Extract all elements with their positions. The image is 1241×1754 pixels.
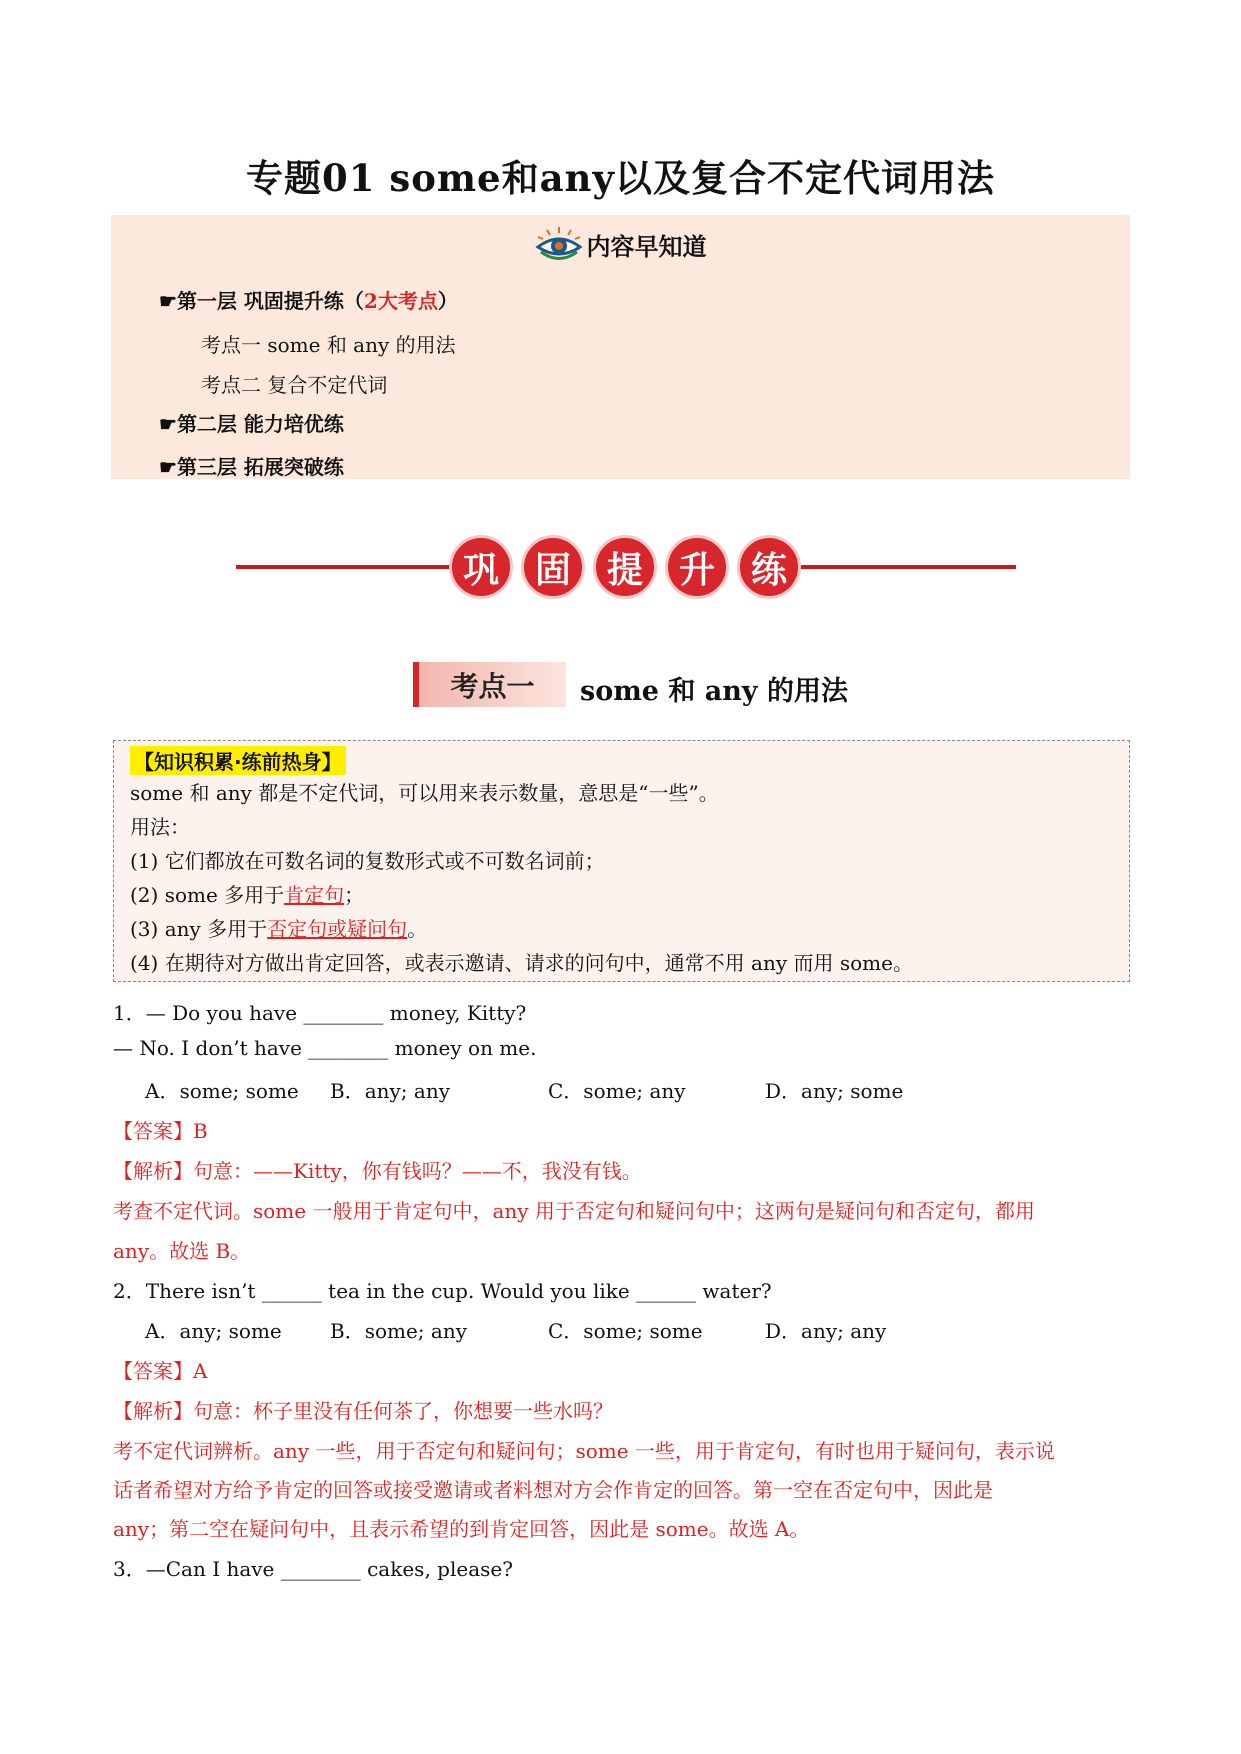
- toc-layer-1-text: 第一层 巩固提升练（: [176, 289, 364, 313]
- toc-layer-3: [159, 451, 344, 480]
- knowledge-line: (4) 在期待对方做出肯定回答，或表示邀请、请求的问句中，通常不用 any 而用 some。: [130, 951, 913, 975]
- contents-heading-text: 内容早知道: [586, 231, 707, 261]
- toc-point-1: 考点一 some 和 any 的用法: [201, 333, 456, 357]
- option-c: C．some; some: [548, 1319, 703, 1343]
- option-d: D．any; some: [765, 1079, 904, 1103]
- toc-layer-3-text: 第三层 拓展突破练: [176, 455, 344, 479]
- banner-char: 提: [593, 535, 657, 599]
- section-tag: 考点一: [413, 662, 566, 707]
- toc-layer-1-end: ）: [437, 289, 458, 313]
- pointing-hand-icon: ☛: [159, 455, 177, 479]
- question-2-line: 2．There isn’t ______ tea in the cup. Would you like ______ water?: [113, 1279, 772, 1303]
- section-title: some 和 any 的用法: [580, 676, 848, 707]
- banner-char: 练: [737, 535, 801, 599]
- analysis: 【解析】句意：——Kitty，你有钱吗？——不，我没有钱。: [113, 1159, 642, 1183]
- banner-char: 固: [521, 535, 585, 599]
- toc-point-2: 考点二 复合不定代词: [201, 373, 388, 397]
- knowledge-label: 【知识积累·练前热身】: [130, 746, 346, 775]
- toc-layer-1-count: 2大考点: [363, 289, 438, 313]
- pointing-hand-icon: ☛: [159, 412, 177, 436]
- banner-line-left: [236, 565, 466, 569]
- toc-layer-2-text: 第二层 能力培优练: [176, 412, 344, 436]
- knowledge-line: 用法：: [130, 815, 190, 839]
- option-a: A．some; some: [145, 1079, 299, 1103]
- analysis: any；第二空在疑问句中，且表示希望的到肯定回答，因此是 some。故选 A。: [113, 1517, 810, 1541]
- knowledge-text: 。: [407, 917, 428, 941]
- pointing-hand-icon: ☛: [159, 289, 177, 313]
- knowledge-line: [130, 879, 364, 908]
- question-1-line: 1．— Do you have ________ money, Kitty?: [113, 1001, 527, 1025]
- question-3-line: 3．—Can I have ________ cakes, please?: [113, 1557, 513, 1581]
- page-title: 专题01 some和any以及复合不定代词用法: [246, 156, 995, 200]
- analysis: 【解析】句意：杯子里没有任何茶了，你想要一些水吗？: [113, 1399, 613, 1423]
- analysis: 考查不定代词。some 一般用于肯定句中，any 用于否定句和疑问句中；这两句是疑问句和否定句，都用: [113, 1199, 1035, 1223]
- knowledge-line: some 和 any 都是不定代词，可以用来表示数量，意思是“一些”。: [130, 781, 719, 805]
- contents-heading: [111, 225, 1130, 263]
- knowledge-text: (3) any 多用于: [130, 917, 268, 941]
- analysis: 考不定代词辨析。any 一些，用于否定句和疑问句；some 一些，用于肯定句，有时也用于疑问句，表示说: [113, 1439, 1055, 1463]
- toc-layer-2: [159, 408, 344, 437]
- question-1-line: — No. I don’t have ________ money on me.: [113, 1036, 537, 1060]
- option-d: D．any; any: [765, 1319, 887, 1343]
- contents-box: [111, 215, 1130, 479]
- analysis: 话者希望对方给予肯定的回答或接受邀请或者料想对方会作肯定的回答。第一空在否定句中，因此是: [113, 1478, 993, 1502]
- analysis: any。故选 B。: [113, 1239, 251, 1263]
- eye-icon: [535, 225, 583, 263]
- option-c: C．some; any: [548, 1079, 686, 1103]
- toc-layer-1: [159, 285, 458, 314]
- banner-line-right: [796, 565, 1016, 569]
- knowledge-text: ；: [344, 883, 365, 907]
- knowledge-line: (1) 它们都放在可数名词的复数形式或不可数名词前；: [130, 849, 605, 873]
- knowledge-keyword: 肯定句: [284, 883, 345, 907]
- knowledge-line: [130, 913, 427, 942]
- knowledge-keyword: 否定句或疑问句: [267, 917, 408, 941]
- knowledge-box: [113, 740, 1130, 982]
- option-b: B．some; any: [330, 1319, 468, 1343]
- banner-char: 升: [665, 535, 729, 599]
- banner-char: 巩: [449, 535, 513, 599]
- answer: 【答案】A: [113, 1359, 208, 1383]
- section-banner: [236, 532, 1016, 602]
- answer: 【答案】B: [113, 1119, 208, 1143]
- option-b: B．any; any: [330, 1079, 450, 1103]
- knowledge-text: (2) some 多用于: [130, 883, 285, 907]
- option-a: A．any; some: [145, 1319, 282, 1343]
